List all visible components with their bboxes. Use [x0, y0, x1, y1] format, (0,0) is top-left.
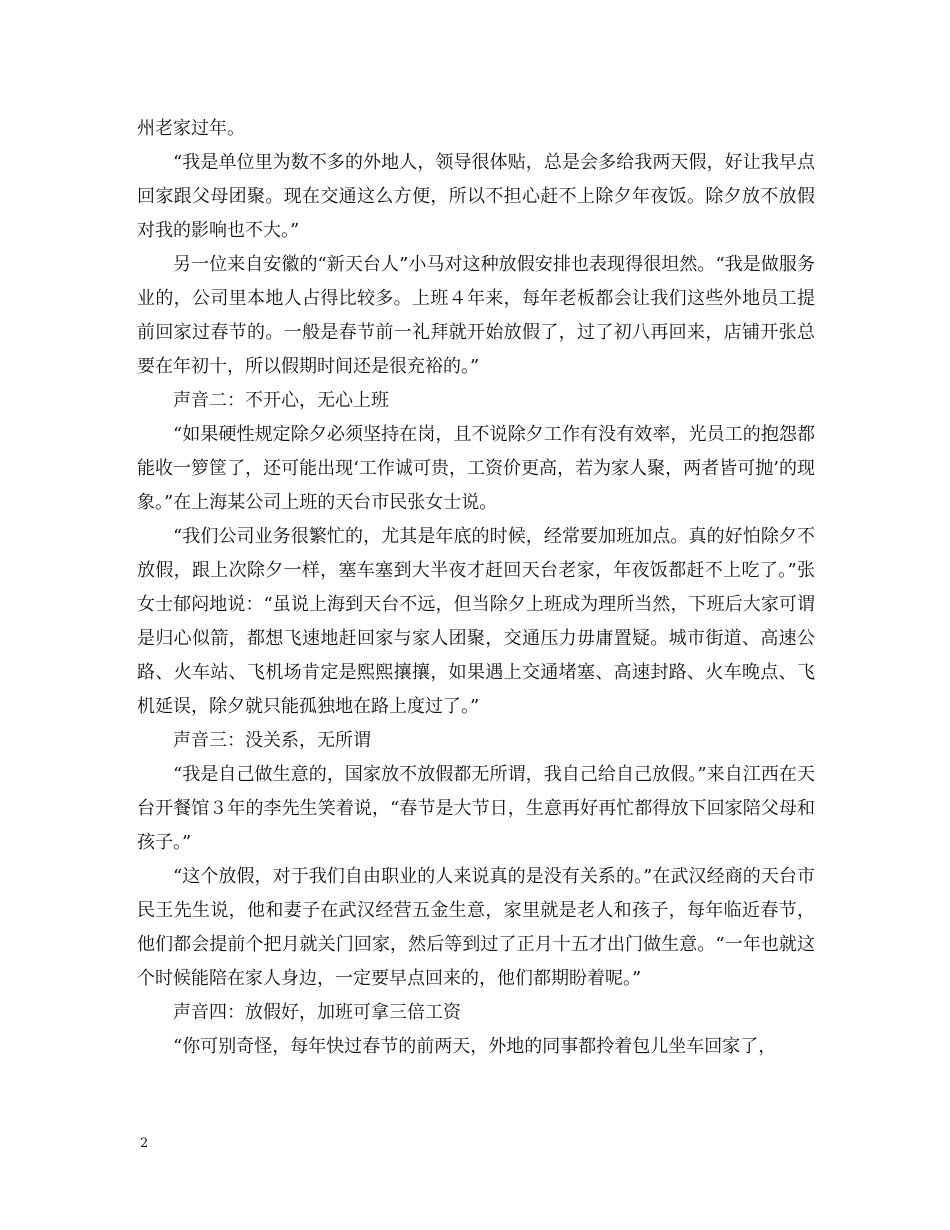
paragraph-7: “这个放假，对于我们自由职业的人来说真的是没有关系的。”在武汉经商的天台市民王先生说，他和妻子在武汉经营五金生意，家里就是老人和孩子，每年临近春节，他们都会提前个把月就关门回家，然后等到过了正月十五才出门做生意。“一年也就这个时候能陪在家人身边，一定要早点回来的，他们都期盼着呢。” — [137, 866, 815, 989]
paragraph-1: 州老家过年。 — [137, 118, 245, 139]
section-heading-voice-three: 声音三：没关系，无所谓 — [173, 730, 371, 751]
section-heading-voice-four: 声音四：放假好，加班可拿三倍工资 — [173, 1002, 461, 1023]
section-heading-voice-two: 声音二：不开心，无心上班 — [173, 390, 389, 411]
paragraph-4: “如果硬性规定除夕必须坚持在岗，且不说除夕工作有没有效率，光员工的抱怨都能收一箩筐了，还可能出现‘工作诚可贵，工资价更高，若为家人聚，两者皆可抛’的现象。”在上海某公司上班的天台市民张女士说。 — [137, 424, 815, 513]
paragraph-5: “我们公司业务很繁忙的，尤其是年底的时候，经常要加班加点。真的好怕除夕不放假，跟上次除夕一样，塞车塞到大半夜才赶回天台老家，年夜饭都赶不上吃了。”张女士郁闷地说：“虽说上海到天台不远，但当除夕上班成为理所当然，下班后大家可谓是归心似箭，都想飞速地赶回家与家人团聚，交通压力毋庸置疑。城市街道、高速公路、火车站、飞机场肯定是熙熙攘攘，如果遇上交通堵塞、高速封路、火车晚点、飞机延误，除夕就只能孤独地在路上度过了。” — [137, 526, 815, 717]
paragraph-6: “我是自己做生意的，国家放不放假都无所谓，我自己给自己放假。”来自江西在天台开餐馆３年的李先生笑着说，“春节是大节日，生意再好再忙都得放下回家陪父母和孩子。” — [137, 764, 815, 853]
body-text — [137, 112, 815, 1064]
paragraph-2: “我是单位里为数不多的外地人，领导很体贴，总是会多给我两天假，好让我早点回家跟父母团聚。现在交通这么方便，所以不担心赶不上除夕年夜饭。除夕放不放假对我的影响也不大。” — [137, 152, 815, 241]
paragraph-8: “你可别奇怪，每年快过春节的前两天，外地的同事都拎着包儿坐车回家了， — [173, 1036, 777, 1057]
paragraph-3: 另一位来自安徽的“新天台人”小马对这种放假安排也表现得很坦然。“我是做服务业的，公司里本地人占得比较多。上班４年来，每年老板都会让我们这些外地员工提前回家过春节的。一般是春节前一礼拜就开始放假了，过了初八再回来，店铺开张总要在年初十，所以假期时间还是很充裕的。” — [137, 254, 815, 377]
page-number: 2 — [140, 1136, 149, 1151]
